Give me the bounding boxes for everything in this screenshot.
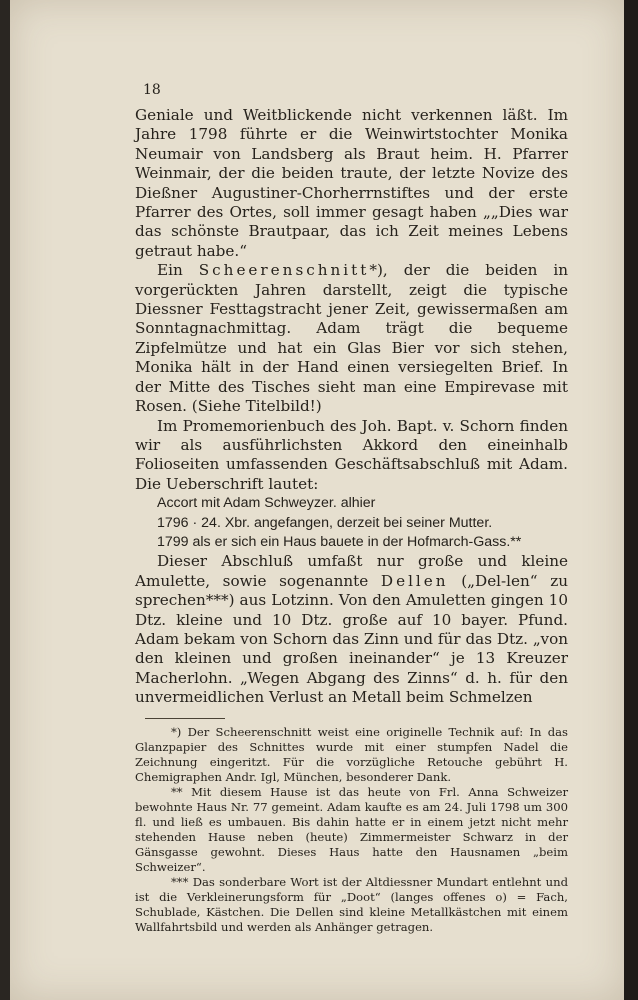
quote-line-3: 1799 als er sich ein Haus bauete in der Hofmarch-Gass.** xyxy=(157,533,522,550)
paragraph-4 xyxy=(135,552,568,707)
paragraph-1: Geniale und Weitblickende nicht verkennen läßt. Im Jahre 1798 führte er die Weinwirtstochter Monika Neumair von Landsberg als Braut heim. H. Pfarrer Weinmair, der die beiden traute, der letzte Novize des Dießner Augustiner-Chorherrnstiftes und der erste Pfarrer des Ortes, soll immer gesagt haben „„Dies war das schönste Brautpaar, das ich Zeit meines Lebens getraut habe.“ xyxy=(135,106,568,260)
main-text xyxy=(135,106,568,708)
quoted-heading xyxy=(135,494,568,552)
footnote-3: *** Das sonderbare Wort ist der Altdiessner Mundart entlehnt und ist die Verkleinerungsform für „Doot“ (langes offenes o) = Fach, Schublade, Kästchen. Die Dellen sind kleine Metallkästchen mit einem Wallfahrtsbild und werden als Anhänger getragen. xyxy=(135,874,568,934)
footnote-divider xyxy=(145,718,225,719)
page-number: 18 xyxy=(143,82,161,98)
quote-line-1: Accort mit Adam Schweyzer. alhier xyxy=(157,495,376,512)
footnote-2: ** Mit diesem Hause ist das heute von Frl. Anna Schweizer bewohnte Haus Nr. 77 gemeint. Adam kaufte es am 24. Juli 1798 um 300 fl. und ließ es umbauen. Bis dahin hatte er in einem jetzt nicht mehr stehenden Hause neben (heute) Zimmermeister Schwarz in der Gänsgasse gewohnt. Dieses Haus hatte den Hausnamen „beim Schweizer“. xyxy=(135,784,568,874)
paragraph-2-rest: *), der die beiden in vorgerückten Jahren darstellt, zeigt die typische Diessner Festtagstracht jener Zeit, gewissermaßen am Sonntagnachmittag. Adam trägt die bequeme Zipfelmütze und hat ein Glas Bier vor sich stehen, Monika hält in der Hand einen versiegelten Brief. In der Mitte des Tisches sieht man eine Empirevase mit Rosen. (Siehe Titelbild!) xyxy=(135,261,568,416)
footnote-1: *) Der Scheerenschnitt weist eine originelle Technik auf: In das Glanzpapier des Schnittes wurde mit einer stumpfen Nadel die Zeichnung eingeritzt. Für die vorzügliche Retouche gebührt H. Chemigraphen Andr. Igl, München, besonderer Dank. xyxy=(135,724,568,784)
paragraph-4-rest: („Del-len“ zu sprechen***) aus Lotzinn. Von den Amuletten gingen 10 Dtz. kleine und 10 Dtz. große auf 10 bayer. Pfund. Adam bekam von Schorn das Zinn und für das Dtz. „von den kleinen und großen ineinander“ je 13 Kreuzer Macherlohn. „Wegen Abgang des Zinns“ d. h. für den unvermeidlichen Verlust an Metall beim Schmelzen xyxy=(135,571,568,707)
page-edge-shadow xyxy=(624,0,638,1000)
quote-line-2: 1796 · 24. Xbr. angefangen, derzeit bei seiner Mutter. xyxy=(157,514,493,531)
page-text-block xyxy=(135,82,568,935)
paragraph-4-lead: Dieser Abschluß umfaßt nur große und kleine Amulette, sowie sogenannte xyxy=(135,552,568,590)
paragraph-2-lead: Ein xyxy=(157,261,183,280)
paragraph-2 xyxy=(135,261,568,416)
spaced-term-dellen: Dellen xyxy=(380,571,449,590)
spaced-term-scheerenschnitt: Scheerenschnitt xyxy=(198,261,370,280)
footnotes xyxy=(135,725,568,935)
paragraph-3: Im Promemorienbuch des Joh. Bapt. v. Schorn finden wir als ausführlichsten Akkord den eineinhalb Folioseiten umfassenden Geschäftsabschluß mit Adam. Die Ueberschrift lautet: xyxy=(135,416,568,493)
book-page xyxy=(10,0,624,1000)
